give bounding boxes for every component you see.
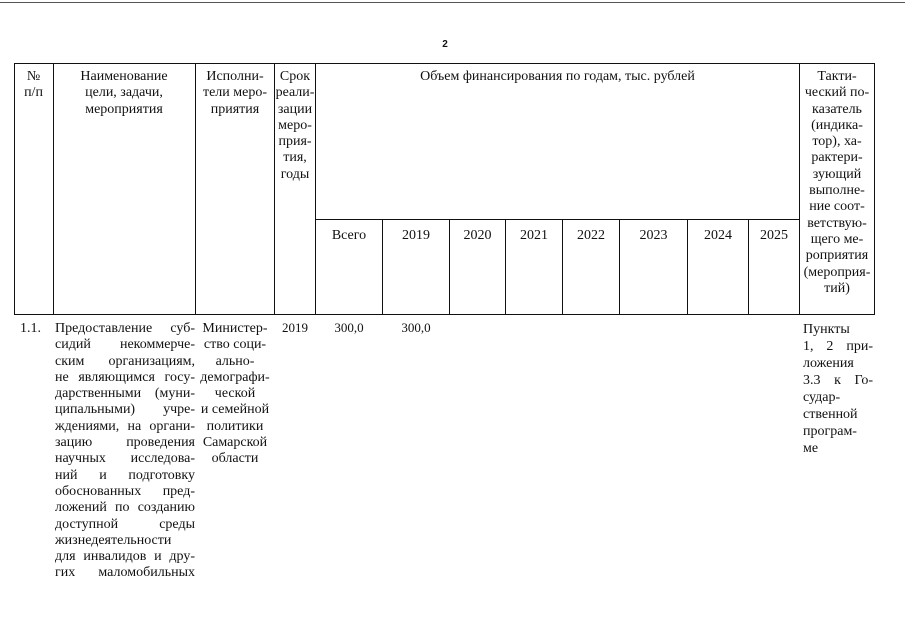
header-number: № п/п xyxy=(24,69,43,101)
col-border xyxy=(874,63,875,315)
year-header-2021: 2021 xyxy=(520,228,548,243)
year-header-2020: 2020 xyxy=(463,228,492,243)
year-header-2022: 2022 xyxy=(577,228,605,243)
row-name: Предоставление суб- сидий некоммерче- ским организациям, не являющимся госу- дарственными (муни- ципальными) учре- ждениями, на органи- зацию проведения научных исследова- ний и подготовку обоснованных пред- ложений по созданию доступной среды жизнедеятельности для инвалидов и дру- гих маломобильных xyxy=(55,321,195,581)
row-number: 1.1. xyxy=(20,321,41,336)
row-executor: Министер- ство соци- ально- демографи- ческой и семейной политики Самарской области xyxy=(200,321,270,467)
header-bottom-border xyxy=(14,314,875,315)
header-indicator: Такти- ческий по- казатель (индика- тор), ха- рактери- зующий выполне- ние соот- ветствую- щего ме- роприятия (мероприя- тий) xyxy=(803,69,871,296)
row-total: 300,0 xyxy=(334,320,364,335)
row-term: 2019 xyxy=(282,320,308,335)
scan-edge-line xyxy=(0,2,905,3)
row-indicator: Пункты 1, 2 при- ложения 3.3 к Го- судар- ственной програм- ме xyxy=(803,322,873,456)
page-number: 2 xyxy=(442,39,448,50)
funding-subheader-border xyxy=(315,219,799,220)
year-header-2019: 2019 xyxy=(402,228,430,243)
year-header-total: Всего xyxy=(331,228,367,243)
header-funding: Объем финансирования по годам, тыс. рублей xyxy=(420,69,695,84)
header-top-border xyxy=(14,63,875,64)
row-2019: 300,0 xyxy=(401,320,431,335)
header-term: Срок реали- зации меро- прия- тия, годы xyxy=(275,69,315,182)
header-name: Наименование цели, задачи, мероприятия xyxy=(80,69,168,117)
header-executors: Исполни- тели меро- приятия xyxy=(202,69,268,117)
year-header-2023: 2023 xyxy=(639,228,668,243)
col-border xyxy=(315,63,316,315)
year-header-2024: 2024 xyxy=(704,228,732,243)
year-header-2025: 2025 xyxy=(760,228,788,243)
